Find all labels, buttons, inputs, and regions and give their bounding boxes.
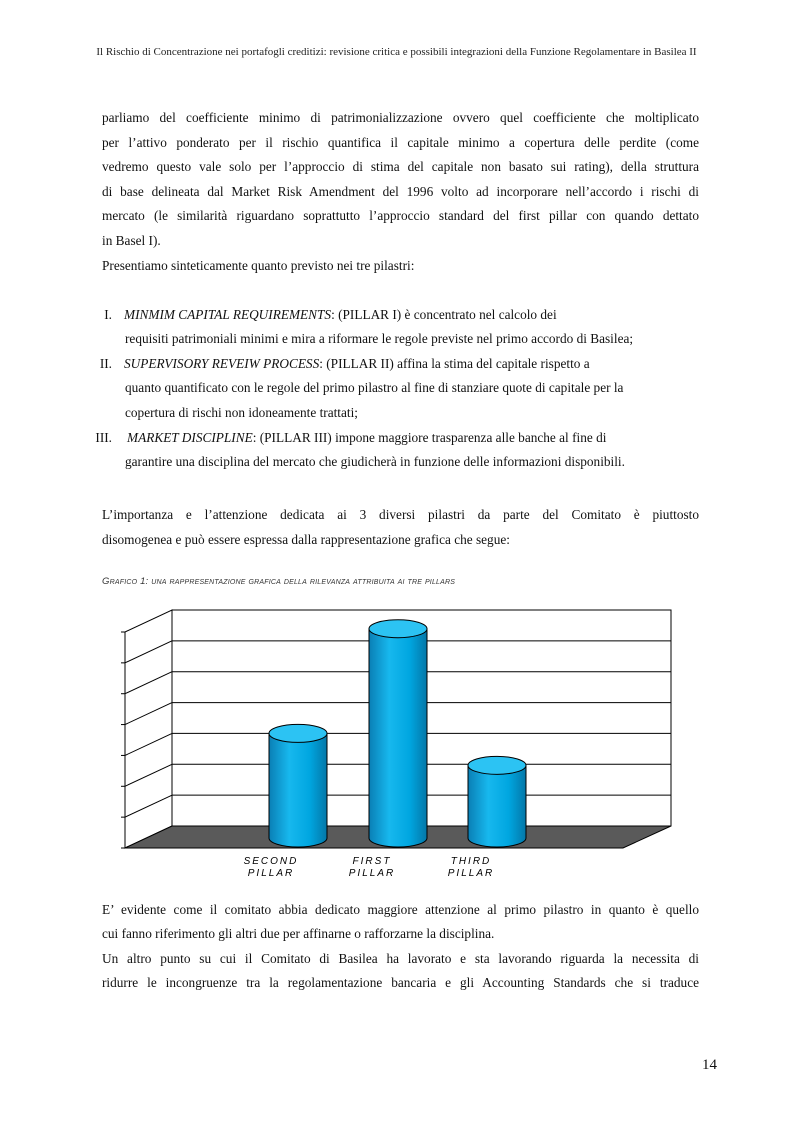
chart-category-label: PILLAR <box>348 868 396 879</box>
list-item-continuation: garantire una disciplina del mercato che giudicherà in funzione delle informazioni disponibili. <box>125 454 625 469</box>
paragraph-line: disomogenea e può essere espressa dalla rappresentazione grafica che segue: <box>102 532 510 547</box>
page-number: 14 <box>702 1057 717 1073</box>
list-number: I. <box>104 307 112 322</box>
list-number: II. <box>99 356 112 371</box>
chart-category-label: THIRD <box>450 856 492 867</box>
chart-bar <box>468 756 526 847</box>
list-item-continuation: requisiti patrimoniali minimi e mira a riformare le regole previste nel primo accordo di Basilea; <box>125 331 634 346</box>
running-header: Il Rischio di Concentrazione nei portafogli creditizi: revisione critica e possibili integrazioni della Funzione Regolamentare in Basilea II <box>96 46 697 58</box>
chart-category-label: PILLAR <box>247 868 295 879</box>
pillar-text: : (PILLAR III) impone maggiore trasparenza alle banche al fine di <box>252 430 607 445</box>
chart-side-wall <box>125 610 172 848</box>
pillars-bar-chart <box>0 598 793 898</box>
chart-category-label: SECOND <box>243 856 299 867</box>
chart-bar-top <box>468 756 526 774</box>
chart-bar-top <box>369 620 427 638</box>
paragraph-line: di base delineata dal Market Risk Amendment del 1996 volto ad incorporare nell’accordo i rischi di <box>102 184 699 199</box>
chart-bar <box>269 724 327 847</box>
list-item <box>124 352 590 377</box>
chart-labels <box>244 856 495 879</box>
list-item-continuation: copertura di rischi non idoneamente trattati; <box>125 405 358 420</box>
list-number: III. <box>95 430 112 445</box>
figure-caption: Grafico 1: una rappresentazione grafica della rilevanza attribuita ai tre pillars <box>102 576 456 587</box>
chart-bar <box>369 620 427 847</box>
pillar-text: : (PILLAR I) è concentrato nel calcolo dei <box>331 307 557 322</box>
paragraph-line: in Basel I). <box>102 233 161 248</box>
chart-bar-top <box>269 724 327 742</box>
list-item <box>124 303 557 328</box>
paragraph-line: E’ evidente come il comitato abbia dedicato maggiore attenzione al primo pilastro in quanto è quello <box>102 902 699 917</box>
paragraph-line: parliamo del coefficiente minimo di patrimonializzazione ovvero quel coefficiente che moltiplicato <box>102 110 699 125</box>
chart-category-label: PILLAR <box>447 868 495 879</box>
paragraph-line: mercato (le similarità riguardano soprattutto l’approccio standard del first pillar con quando dettato <box>102 208 699 223</box>
paragraph-line: Un altro punto su cui il Comitato di Basilea ha lavorato e sta lavorando riguarda la necessita di <box>102 951 699 966</box>
chart-category-label: FIRST <box>352 856 392 867</box>
pillar-name: MARKET DISCIPLINE <box>127 430 253 445</box>
list-item <box>127 426 606 451</box>
pillar-name: MINMIM CAPITAL REQUIREMENTS <box>124 307 332 322</box>
intro-line: Presentiamo sinteticamente quanto previsto nei tre pilastri: <box>102 258 415 273</box>
paragraph-line: per l’attivo ponderato per il rischio quantifica il capitale minimo a copertura delle perdite (come <box>102 135 699 150</box>
chart-bar-body <box>269 733 327 847</box>
paragraph-line: L’importanza e l’attenzione dedicata ai 3 diversi pilastri da parte del Comitato è piuttosto <box>102 507 699 522</box>
paragraph-line: ridurre le incongruenze tra la regolamentazione bancaria e gli Accounting Standards che si traduce <box>102 975 699 990</box>
paragraph-line: vedremo questo vale solo per l’approccio di stima del capitale non basato sui rating), della struttura <box>102 159 699 174</box>
list-item-continuation: quanto quantificato con le regole del primo pilastro al fine di stanziare quote di capitale per la <box>125 380 624 395</box>
paragraph-line: cui fanno riferimento gli altri due per affinarne o rafforzarne la disciplina. <box>102 926 495 941</box>
pillar-text: : (PILLAR II) affina la stima del capitale rispetto a <box>319 356 590 371</box>
chart-bar-body <box>369 629 427 847</box>
pillar-name: SUPERVISORY REVEIW PROCESS <box>124 356 320 371</box>
chart-bar-body <box>468 765 526 847</box>
